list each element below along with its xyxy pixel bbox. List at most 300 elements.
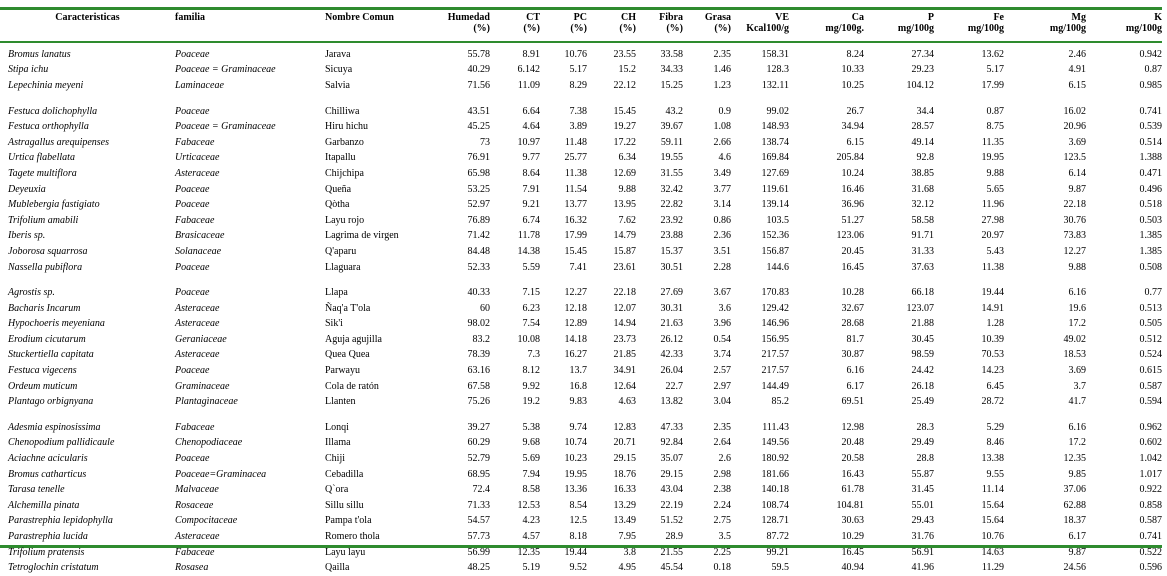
group-separator (0, 275, 1162, 285)
cell-family: Fabaceae (175, 421, 215, 433)
cell-fe: 17.99 (981, 79, 1004, 91)
cell-ch: 4.63 (618, 396, 636, 408)
cell-humedad: 72.4 (472, 484, 490, 496)
cell-grasa: 4.6 (718, 152, 731, 164)
cell-ch: 3.8 (623, 546, 636, 558)
cell-k: 0.87 (1144, 64, 1162, 76)
cell-grasa: 3.5 (718, 531, 731, 543)
table-row (0, 529, 1162, 545)
cell-ct: 6.64 (522, 105, 540, 117)
cell-k: 0.513 (1139, 302, 1162, 314)
cell-humedad: 76.91 (467, 152, 490, 164)
cell-mg: 73.83 (1063, 230, 1086, 242)
cell-mg: 18.37 (1063, 515, 1086, 527)
cell-fibra: 26.12 (660, 333, 683, 345)
cell-ct: 12.35 (517, 546, 540, 558)
cell-fibra: 32.42 (660, 183, 683, 195)
cell-k: 0.587 (1139, 515, 1162, 527)
cell-common-name: Salvia (325, 79, 350, 91)
cell-humedad: 52.33 (467, 261, 490, 273)
cell-grasa: 1.08 (713, 121, 731, 133)
cell-pc: 7.38 (569, 105, 587, 117)
cell-family: Graminaceae (175, 380, 230, 392)
cell-grasa: 3.51 (713, 245, 731, 257)
cell-p: 31.76 (911, 531, 934, 543)
cell-species: Trifolium pratensis (8, 546, 85, 558)
cell-ca: 20.58 (841, 453, 864, 465)
cell-fe: 8.75 (986, 121, 1004, 133)
cell-family: Poaceae (175, 453, 210, 465)
cell-pc: 13.77 (564, 199, 587, 211)
cell-k: 0.539 (1139, 121, 1162, 133)
cell-ch: 13.95 (613, 199, 636, 211)
cell-species: Adesmia espinosissima (8, 421, 101, 433)
cell-ve: 111.43 (762, 421, 789, 433)
cell-ca: 10.33 (841, 64, 864, 76)
cell-ct: 8.64 (522, 167, 540, 179)
cell-ct: 14.38 (517, 245, 540, 257)
cell-ct: 11.09 (517, 79, 540, 91)
cell-ca: 40.94 (841, 562, 864, 574)
cell-species: Alchemilla pinata (8, 499, 80, 511)
cell-ve: 119.61 (761, 183, 789, 195)
cell-ch: 15.45 (613, 105, 636, 117)
cell-pc: 9.74 (569, 421, 587, 433)
cell-ch: 14.79 (613, 230, 636, 242)
cell-pc: 16.32 (564, 214, 587, 226)
cell-humedad: 54.57 (467, 515, 490, 527)
table-row (0, 394, 1162, 410)
cell-k: 0.496 (1139, 183, 1162, 195)
cell-ca: 16.46 (841, 183, 864, 195)
cell-p: 49.14 (911, 136, 934, 148)
cell-common-name: Parwayu (325, 365, 360, 377)
cell-species: Iberis sp. (8, 230, 46, 242)
cell-mg: 6.16 (1068, 421, 1086, 433)
cell-family: Malvaceae (175, 484, 219, 496)
cell-p: 29.49 (911, 437, 934, 449)
cell-ct: 6.23 (522, 302, 540, 314)
cell-species: Plantago orbignyana (8, 396, 94, 408)
table-row (0, 379, 1162, 395)
cell-pc: 11.48 (564, 136, 587, 148)
cell-pc: 12.27 (564, 287, 587, 299)
cell-fibra: 92.84 (660, 437, 683, 449)
table-row (0, 135, 1162, 151)
table-row (0, 104, 1162, 120)
cell-ct: 9.21 (522, 199, 540, 211)
cell-ch: 21.85 (613, 349, 636, 361)
cell-humedad: 65.98 (467, 167, 490, 179)
cell-ca: 6.17 (846, 380, 864, 392)
cell-fibra: 23.88 (660, 230, 683, 242)
cell-ch: 4.95 (618, 562, 636, 574)
cell-ca: 30.87 (841, 349, 864, 361)
cell-pc: 19.95 (564, 468, 587, 480)
table-row (0, 285, 1162, 301)
table-row (0, 545, 1162, 561)
cell-ca: 205.84 (836, 152, 864, 164)
cell-fibra: 22.19 (660, 499, 683, 511)
cell-species: Hypochoeris meyeniana (8, 318, 105, 330)
cell-grasa: 2.66 (713, 136, 731, 148)
cell-grasa: 3.49 (713, 167, 731, 179)
cell-mg: 49.02 (1063, 333, 1086, 345)
cell-fibra: 35.07 (660, 453, 683, 465)
cell-mg: 6.17 (1068, 531, 1086, 543)
cell-mg: 9.87 (1068, 546, 1086, 558)
cell-mg: 30.76 (1063, 214, 1086, 226)
cell-fe: 20.97 (981, 230, 1004, 242)
cell-grasa: 0.18 (713, 562, 731, 574)
cell-fe: 14.63 (981, 546, 1004, 558)
separator-cell (0, 410, 1162, 420)
cell-fibra: 39.67 (660, 121, 683, 133)
cell-grasa: 0.54 (713, 333, 731, 345)
cell-species: Tagete multiflora (8, 167, 77, 179)
cell-common-name: Layu layu (325, 546, 366, 558)
cell-mg: 37.06 (1063, 484, 1086, 496)
cell-pc: 8.29 (569, 79, 587, 91)
cell-ct: 5.69 (522, 453, 540, 465)
cell-grasa: 3.6 (718, 302, 731, 314)
cell-fibra: 51.52 (660, 515, 683, 527)
cell-pc: 9.83 (569, 396, 587, 408)
separator-cell (0, 275, 1162, 285)
cell-common-name: Qòtha (325, 199, 350, 211)
cell-ch: 22.12 (613, 79, 636, 91)
cell-ct: 9.92 (522, 380, 540, 392)
cell-p: 38.85 (911, 167, 934, 179)
cell-k: 0.858 (1139, 499, 1162, 511)
cell-fibra: 34.33 (660, 64, 683, 76)
cell-family: Poaceae (175, 105, 210, 117)
cell-k: 0.942 (1139, 48, 1162, 60)
cell-fe: 0.87 (986, 105, 1004, 117)
cell-p: 28.57 (911, 121, 934, 133)
cell-ch: 22.18 (613, 287, 636, 299)
cell-ch: 15.2 (618, 64, 636, 76)
cell-ch: 19.27 (613, 121, 636, 133)
cell-pc: 13.7 (569, 365, 587, 377)
cell-pc: 12.18 (564, 302, 587, 314)
cell-ch: 23.61 (613, 261, 636, 273)
cell-k: 0.587 (1139, 380, 1162, 392)
cell-pc: 25.77 (564, 152, 587, 164)
cell-common-name: Chijchipa (325, 167, 364, 179)
cell-mg: 3.69 (1068, 365, 1086, 377)
cell-fe: 14.23 (981, 365, 1004, 377)
col-ca: Ca mg/100g. (825, 12, 864, 34)
cell-ve: 156.95 (761, 333, 789, 345)
cell-common-name: Jarava (325, 48, 351, 60)
cell-pc: 7.41 (569, 261, 587, 273)
cell-p: 31.68 (911, 183, 934, 195)
cell-ct: 7.15 (522, 287, 540, 299)
cell-fibra: 59.11 (660, 136, 683, 148)
cell-ch: 7.62 (618, 214, 636, 226)
cell-p: 123.07 (906, 302, 934, 314)
col-grasa: Grasa (%) (704, 12, 731, 34)
col-pc: PC (%) (570, 12, 587, 34)
cell-ct: 8.91 (522, 48, 540, 60)
cell-ve: 99.02 (766, 105, 789, 117)
cell-common-name: Queña (325, 183, 352, 195)
cell-fe: 9.55 (986, 468, 1004, 480)
cell-pc: 3.89 (569, 121, 587, 133)
cell-p: 31.33 (911, 245, 934, 257)
cell-fibra: 19.55 (660, 152, 683, 164)
cell-ca: 8.24 (846, 48, 864, 60)
cell-ve: 180.92 (761, 453, 789, 465)
cell-p: 58.58 (911, 214, 934, 226)
col-ch: CH (%) (619, 12, 636, 34)
cell-mg: 20.96 (1063, 121, 1086, 133)
cell-pc: 9.52 (569, 562, 587, 574)
cell-pc: 13.36 (564, 484, 587, 496)
cell-family: Solanaceae (175, 245, 222, 257)
cell-common-name: Sillu sillu (325, 499, 364, 511)
cell-fibra: 23.92 (660, 214, 683, 226)
cell-family: Asteraceae (175, 531, 220, 543)
cell-ca: 26.7 (846, 105, 864, 117)
cell-fe: 10.39 (981, 333, 1004, 345)
cell-species: Festuca dolichophylla (8, 105, 98, 117)
cell-fe: 19.44 (981, 287, 1004, 299)
cell-species: Erodium cicutarum (8, 333, 86, 345)
cell-ve: 103.5 (766, 214, 789, 226)
cell-humedad: 84.48 (467, 245, 490, 257)
cell-pc: 14.18 (564, 333, 587, 345)
cell-grasa: 2.97 (713, 380, 731, 392)
cell-ve: 217.57 (761, 349, 789, 361)
cell-p: 41.96 (911, 562, 934, 574)
cell-fe: 11.14 (981, 484, 1004, 496)
cell-fibra: 30.51 (660, 261, 683, 273)
cell-fe: 19.95 (981, 152, 1004, 164)
cell-p: 26.18 (911, 380, 934, 392)
table-row (0, 244, 1162, 260)
cell-k: 1.042 (1139, 453, 1162, 465)
cell-family: Asteraceae (175, 349, 220, 361)
cell-ve: 169.84 (761, 152, 789, 164)
cell-fe: 5.43 (986, 245, 1004, 257)
cell-species: Lepechinia meyeni (8, 79, 84, 91)
cell-pc: 16.27 (564, 349, 587, 361)
cell-common-name: Lonqi (325, 421, 349, 433)
cell-ca: 12.98 (841, 421, 864, 433)
cell-ct: 10.08 (517, 333, 540, 345)
cell-ve: 170.83 (761, 287, 789, 299)
cell-species: Joborosa squarrosa (8, 245, 88, 257)
cell-mg: 6.16 (1068, 287, 1086, 299)
cell-fe: 14.91 (981, 302, 1004, 314)
cell-ch: 14.94 (613, 318, 636, 330)
cell-pc: 15.45 (564, 245, 587, 257)
cell-k: 0.503 (1139, 214, 1162, 226)
cell-fe: 13.62 (981, 48, 1004, 60)
cell-mg: 62.88 (1063, 499, 1086, 511)
table-row (0, 166, 1162, 182)
cell-k: 0.594 (1139, 396, 1162, 408)
cell-p: 98.59 (911, 349, 934, 361)
cell-ct: 4.64 (522, 121, 540, 133)
cell-grasa: 0.86 (713, 214, 731, 226)
cell-fe: 5.65 (986, 183, 1004, 195)
cell-ct: 12.53 (517, 499, 540, 511)
cell-fibra: 22.82 (660, 199, 683, 211)
cell-ca: 61.78 (841, 484, 864, 496)
cell-fibra: 42.33 (660, 349, 683, 361)
cell-humedad: 60 (480, 302, 490, 314)
cell-grasa: 2.35 (713, 421, 731, 433)
cell-family: Compocitaceae (175, 515, 238, 527)
cell-grasa: 3.04 (713, 396, 731, 408)
cell-mg: 19.6 (1068, 302, 1086, 314)
cell-family: Chenopodiaceae (175, 437, 243, 449)
table-row (0, 78, 1162, 94)
cell-grasa: 2.28 (713, 261, 731, 273)
cell-humedad: 71.56 (467, 79, 490, 91)
cell-mg: 18.53 (1063, 349, 1086, 361)
cell-family: Poaceae (175, 183, 210, 195)
cell-mg: 4.91 (1068, 64, 1086, 76)
cell-ve: 99.21 (766, 546, 789, 558)
col-humedad: Humedad (%) (447, 12, 490, 34)
cell-family: Poaceae (175, 261, 210, 273)
cell-species: Astragallus arequipenses (8, 136, 110, 148)
cell-common-name: Ñaq'a T'ola (325, 302, 371, 314)
cell-fe: 28.72 (981, 396, 1004, 408)
cell-k: 0.518 (1139, 199, 1162, 211)
cell-family: Fabaceae (175, 136, 215, 148)
cell-common-name: Garbanzo (325, 136, 364, 148)
cell-fibra: 22.7 (665, 380, 683, 392)
cell-humedad: 39.27 (467, 421, 490, 433)
cell-ch: 13.29 (613, 499, 636, 511)
cell-common-name: Hiru hichu (325, 121, 369, 133)
cell-species: Deyeuxia (8, 183, 46, 195)
cell-pc: 10.76 (564, 48, 587, 60)
cell-fe: 6.45 (986, 380, 1004, 392)
cell-ve: 158.31 (761, 48, 789, 60)
cell-ve: 144.49 (761, 380, 789, 392)
cell-fibra: 26.04 (660, 365, 683, 377)
cell-grasa: 2.98 (713, 468, 731, 480)
cell-humedad: 71.42 (467, 230, 490, 242)
cell-k: 1.388 (1139, 152, 1162, 164)
table-row (0, 119, 1162, 135)
cell-ca: 16.45 (841, 546, 864, 558)
cell-humedad: 43.51 (467, 105, 490, 117)
cell-family: Poaceae (175, 48, 210, 60)
cell-ch: 29.15 (613, 453, 636, 465)
cell-k: 0.524 (1139, 349, 1162, 361)
cell-ca: 6.15 (846, 136, 864, 148)
cell-ch: 15.87 (613, 245, 636, 257)
cell-humedad: 52.97 (467, 199, 490, 211)
cell-humedad: 83.2 (472, 333, 490, 345)
table-row (0, 213, 1162, 229)
cell-p: 66.18 (911, 287, 934, 299)
cell-p: 24.42 (911, 365, 934, 377)
table-row (0, 317, 1162, 333)
cell-p: 104.12 (906, 79, 934, 91)
cell-mg: 2.46 (1068, 48, 1086, 60)
cell-ct: 11.78 (517, 230, 540, 242)
cell-family: Poaceae (175, 199, 210, 211)
cell-grasa: 3.14 (713, 199, 731, 211)
cell-ca: 51.27 (841, 214, 864, 226)
table-row (0, 436, 1162, 452)
cell-ch: 7.95 (618, 531, 636, 543)
cell-ct: 19.2 (522, 396, 540, 408)
cell-ch: 6.34 (618, 152, 636, 164)
cell-k: 0.522 (1139, 546, 1162, 558)
cell-ca: 69.51 (841, 396, 864, 408)
cell-ve: 156.87 (761, 245, 789, 257)
cell-ve: 152.36 (761, 230, 789, 242)
cell-grasa: 3.96 (713, 318, 731, 330)
cell-ch: 23.55 (613, 48, 636, 60)
cell-common-name: Q'aparu (325, 245, 357, 257)
cell-mg: 24.56 (1063, 562, 1086, 574)
cell-fe: 9.88 (986, 167, 1004, 179)
cell-p: 32.12 (911, 199, 934, 211)
cell-grasa: 2.25 (713, 546, 731, 558)
cell-species: Ordeum muticum (8, 380, 78, 392)
cell-humedad: 48.25 (467, 562, 490, 574)
cell-fe: 11.96 (981, 199, 1004, 211)
cell-p: 21.88 (911, 318, 934, 330)
cell-family: Rosasea (175, 562, 209, 574)
cell-ve: 127.69 (761, 167, 789, 179)
cell-common-name: Sik'i (325, 318, 343, 330)
cell-ct: 9.77 (522, 152, 540, 164)
cell-ve: 217.57 (761, 365, 789, 377)
table-row (0, 482, 1162, 498)
cell-grasa: 3.77 (713, 183, 731, 195)
cell-fe: 5.29 (986, 421, 1004, 433)
cell-common-name: Cola de ratón (325, 380, 379, 392)
cell-humedad: 40.29 (467, 64, 490, 76)
cell-family: Urticaceae (175, 152, 220, 164)
cell-ve: 129.42 (761, 302, 789, 314)
cell-p: 29.43 (911, 515, 934, 527)
cell-pc: 12.5 (569, 515, 587, 527)
cell-p: 55.87 (911, 468, 934, 480)
cell-ve: 138.74 (761, 136, 789, 148)
table-row (0, 498, 1162, 514)
cell-family: Geraniaceae (175, 333, 227, 345)
cell-common-name: Llapa (325, 287, 348, 299)
cell-k: 0.596 (1139, 562, 1162, 574)
cell-species: Tarasa tenelle (8, 484, 65, 496)
cell-k: 0.508 (1139, 261, 1162, 273)
cell-fibra: 30.31 (660, 302, 683, 314)
table-header (0, 10, 1162, 43)
cell-ct: 4.23 (522, 515, 540, 527)
cell-p: 37.63 (911, 261, 934, 273)
cell-ct: 4.57 (522, 531, 540, 543)
cell-common-name: Llaguara (325, 261, 361, 273)
cell-ch: 12.64 (613, 380, 636, 392)
cell-fe: 11.29 (981, 562, 1004, 574)
cell-family: Asteraceae (175, 302, 220, 314)
cell-mg: 22.18 (1063, 199, 1086, 211)
cell-ct: 5.38 (522, 421, 540, 433)
cell-ca: 30.63 (841, 515, 864, 527)
